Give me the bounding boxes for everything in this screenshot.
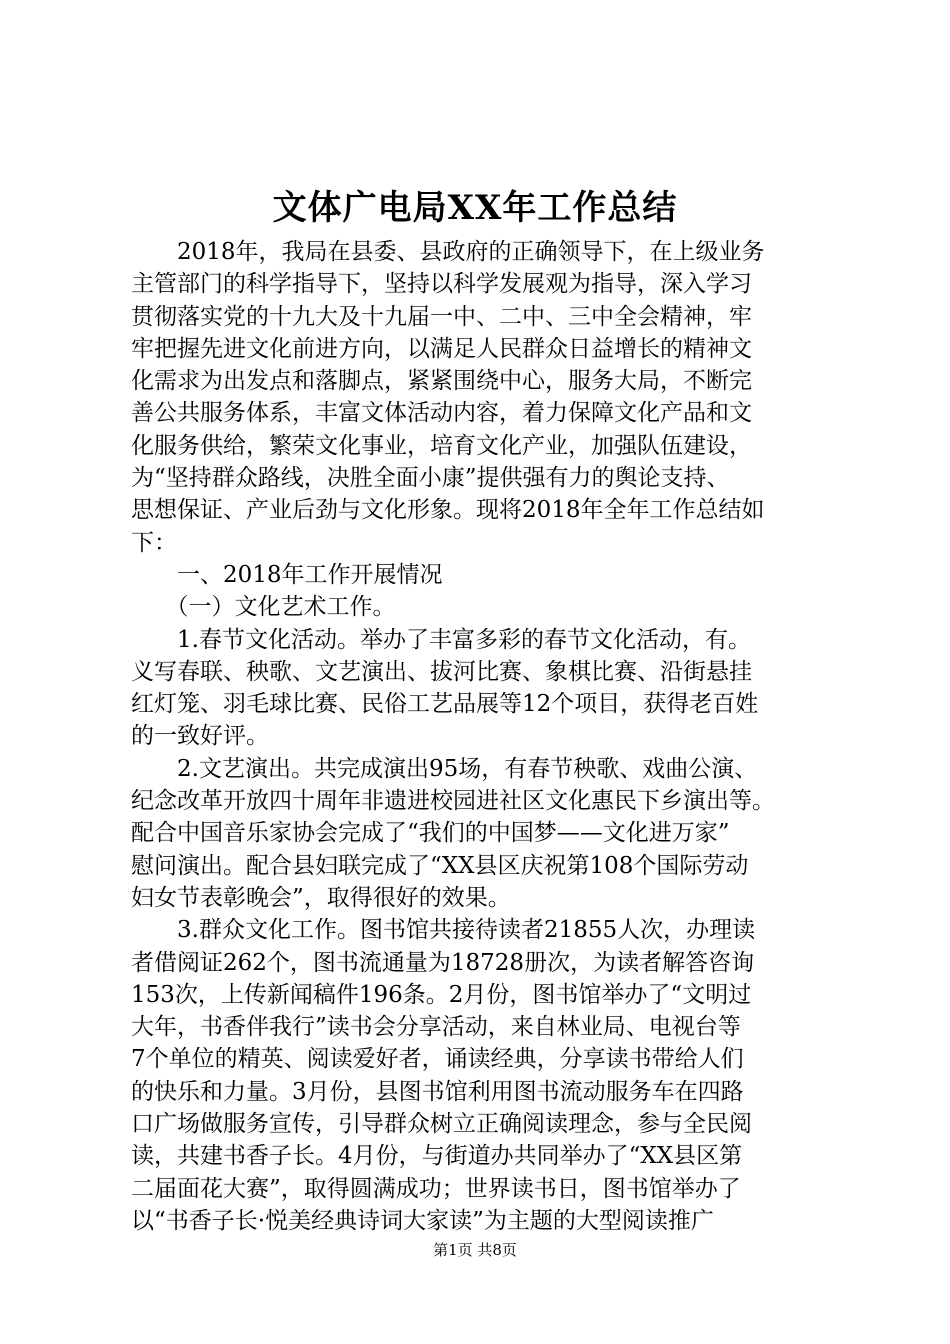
body-text-line: 7个单位的精英、阅读爱好者，诵读经典，分享读书带给人们 — [131, 1046, 744, 1073]
body-text-line: 化服务供给，繁荣文化事业，培育文化产业，加强队伍建设， — [131, 432, 752, 459]
body-text-line: 3.群众文化工作。图书馆共接待读者21855人次，办理读 — [131, 917, 756, 944]
body-text-line: 思想保证、产业后劲与文化形象。现将2018年全年工作总结如 — [131, 497, 765, 524]
body-text-line: 贯彻落实党的十九大及十九届一中、二中、三中全会精神，牢 — [131, 303, 752, 330]
body-text-line: 2018年，我局在县委、县政府的正确领导下，在上级业务 — [131, 239, 765, 265]
body-text-line: 妇女节表彰晚会”，取得很好的效果。 — [131, 884, 511, 911]
body-text-line: （一）文化艺术工作。 — [131, 594, 396, 621]
body-text-line: 1.春节文化活动。举办了丰富多彩的春节文化活动，有。 — [131, 626, 751, 653]
body-text-line: 为“坚持群众路线，决胜全面小康”提供强有力的舆论支持、 — [131, 465, 730, 492]
body-text-line: 配合中国音乐家协会完成了“我们的中国梦——文化进万家” — [131, 820, 730, 847]
body-text-line: 牢把握先进文化前进方向，以满足人民群众日益增长的精神文 — [131, 335, 752, 362]
body-text-line: 主管部门的科学指导下，坚持以科学发展观为指导，深入学习 — [131, 271, 752, 298]
body-text-line: 善公共服务体系，丰富文体活动内容，着力保障文化产品和文 — [131, 400, 752, 427]
body-text-line: 读，共建书香子长。4月份，与街道办共同举办了“XX县区第 — [131, 1143, 743, 1170]
page-footer: 第1页 共8页 — [433, 1241, 517, 1259]
body-text-line: 二届面花大赛”，取得圆满成功；世界读书日，图书馆举办了 — [131, 1175, 741, 1202]
body-text-line: 纪念改革开放四十周年非遗进校园进社区文化惠民下乡演出等。 — [131, 788, 775, 815]
body-text-line: 红灯笼、羽毛球比赛、民俗工艺品展等12个项目，获得老百姓 — [131, 691, 759, 718]
document-title: 文体广电局XX年工作总结 — [272, 188, 678, 228]
document-body — [131, 236, 831, 1237]
body-text-line: 下： — [131, 529, 177, 556]
body-text-line: 153次，上传新闻稿件196条。2月份，图书馆举办了“文明过 — [131, 981, 752, 1008]
body-text-line: 慰问演出。配合县妇联完成了“XX县区庆祝第108个国际劳动 — [131, 852, 749, 879]
body-text-line: 的快乐和力量。3月份，县图书馆利用图书流动服务车在四路 — [131, 1078, 744, 1105]
body-text-line: 者借阅证262个，图书流通量为18728册次，为读者解答咨询 — [131, 949, 755, 976]
body-text-line: 义写春联、秧歌、文艺演出、拔河比赛、象棋比赛、沿街悬挂 — [131, 658, 752, 685]
body-text-line: 口广场做服务宣传，引导群众树立正确阅读理念，参与全民阅 — [131, 1111, 752, 1138]
body-text-line: 大年，书香伴我行”读书会分享活动，来自林业局、电视台等 — [131, 1014, 741, 1041]
body-text-line: 2.文艺演出。共完成演出95场，有春节秧歌、戏曲公演、 — [131, 755, 758, 782]
body-text-line: 的一致好评。 — [131, 723, 269, 750]
body-text-line: 一、2018年工作开展情况 — [131, 561, 443, 588]
body-text-line: 化需求为出发点和落脚点，紧紧围绕中心，服务大局，不断完 — [131, 368, 752, 395]
body-text-line: 以“书香子长·悦美经典诗词大家读”为主题的大型阅读推广 — [131, 1207, 714, 1234]
